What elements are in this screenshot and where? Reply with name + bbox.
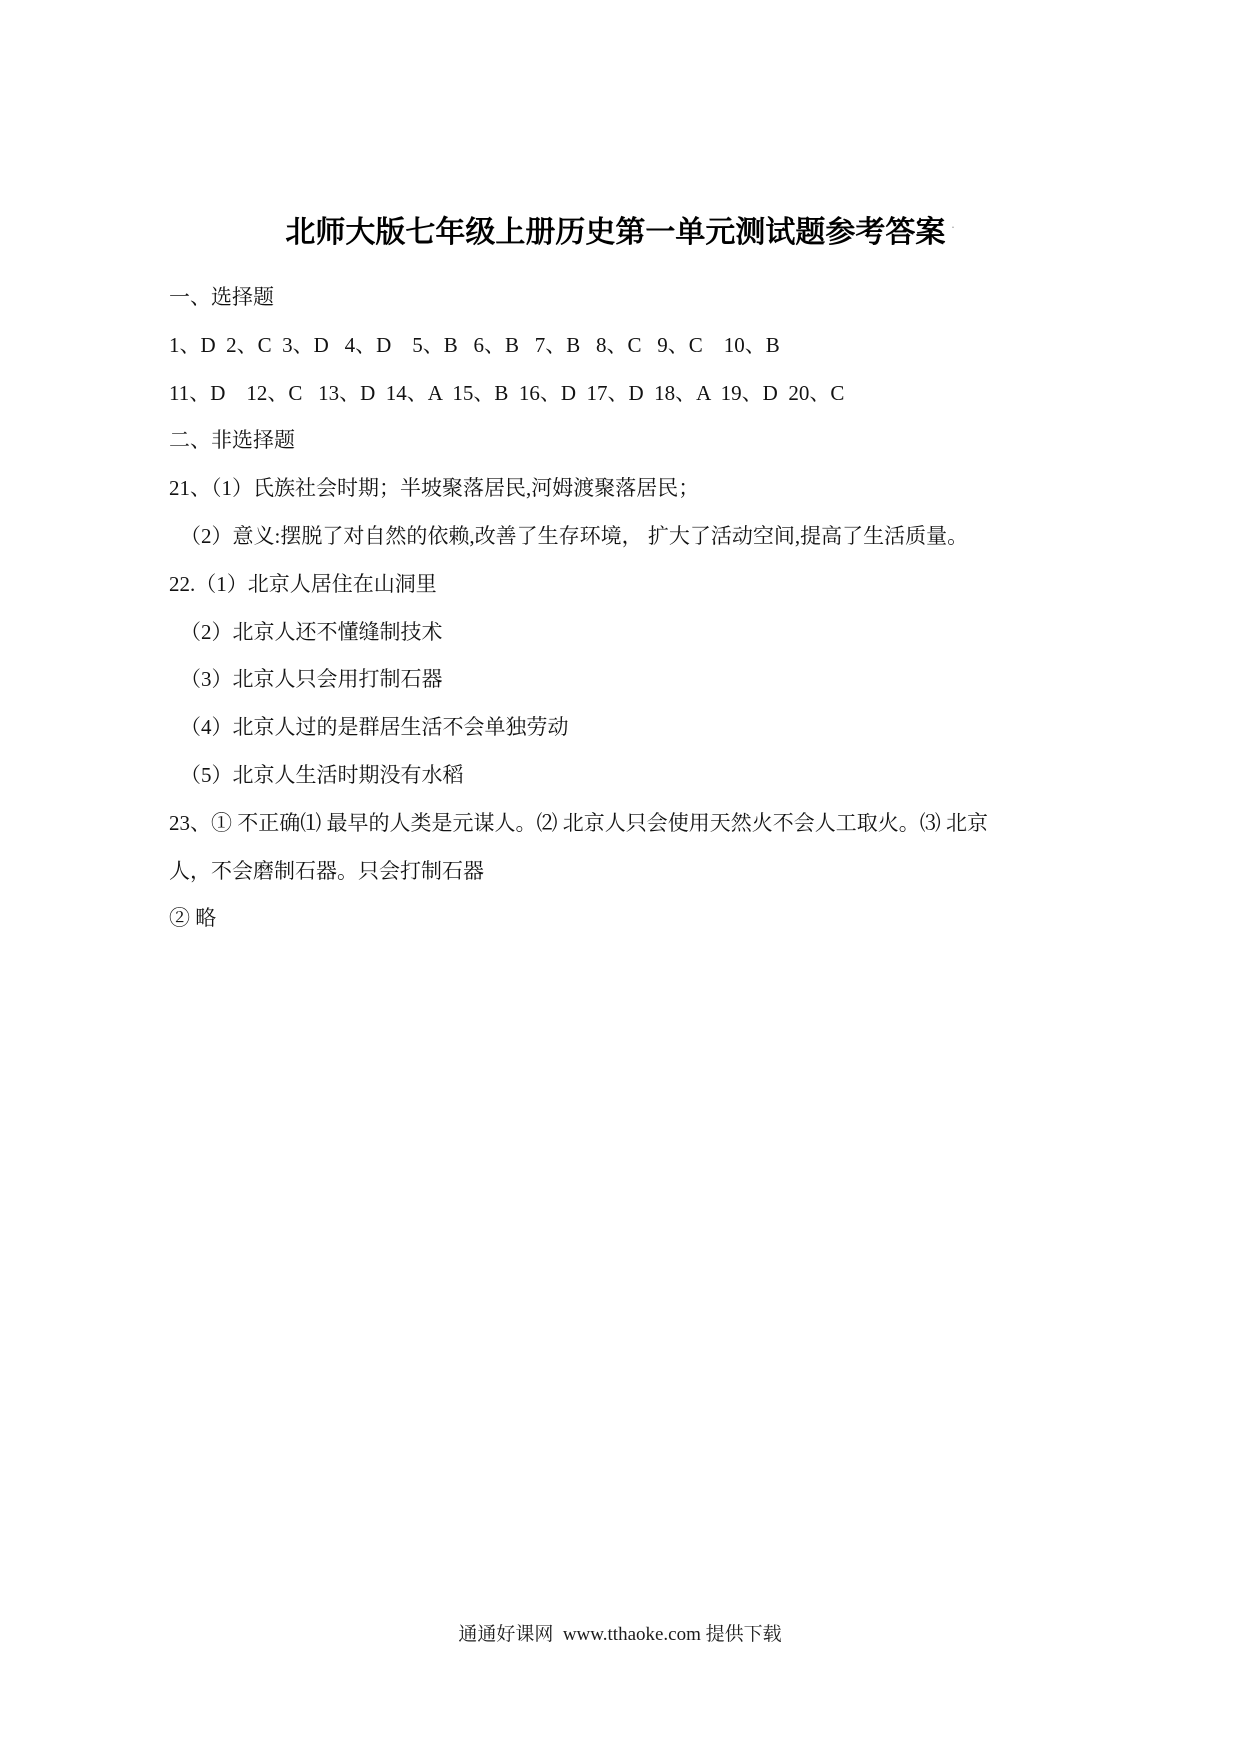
answer-q22-part5: （5）北京人生活时期没有水稻	[180, 762, 464, 787]
page-title-text: 北师大版七年级上册历史第一单元测试题参考答案	[285, 216, 946, 249]
answer-q23-line1: 23、① 不正确⑴ 最早的人类是元谋人。⑵ 北京人只会使用天然火不会人工取火。⑶ 北京	[169, 810, 988, 835]
choice-section-heading: 一、选择题	[169, 285, 274, 309]
answer-q23-line2: 人，不会磨制石器。只会打制石器	[169, 858, 484, 883]
answer-q21-part2: （2）意义:摆脱了对自然的依赖,改善了生存环境， 扩大了活动空间,提高了生活质量。	[180, 523, 969, 548]
non-choice-section-heading: 二、非选择题	[169, 428, 295, 453]
answer-q22-part4: （4）北京人过的是群居生活不会单独劳动	[180, 715, 569, 740]
title-trailing-dot: .	[951, 216, 955, 231]
answer-q22-part2: （2）北京人还不懂缝制技术	[180, 619, 443, 644]
choice-answers-row-2: 11、D 12、C 13、D 14、A 15、B 16、D 17、D 18、A 19、D 20、C	[169, 380, 845, 405]
answer-q22-part1: 22.（1）北京人居住在山洞里	[169, 571, 437, 596]
answer-q23-part2: ② 略	[169, 906, 217, 931]
choice-answers-row-1: 1、D 2、C 3、D 4、D 5、B 6、B 7、B 8、C 9、C 10、B	[169, 332, 780, 357]
footer-source-note: 通通好课网 www.tthaoke.com 提供下载	[458, 1624, 782, 1645]
answer-key-body	[169, 274, 1129, 943]
answer-q21-part1: 21、（1）氏族社会时期；半坡聚落居民,河姆渡聚落居民；	[169, 476, 700, 501]
answer-q22-part3: （3）北京人只会用打制石器	[180, 667, 443, 692]
page-title	[0, 203, 1240, 254]
